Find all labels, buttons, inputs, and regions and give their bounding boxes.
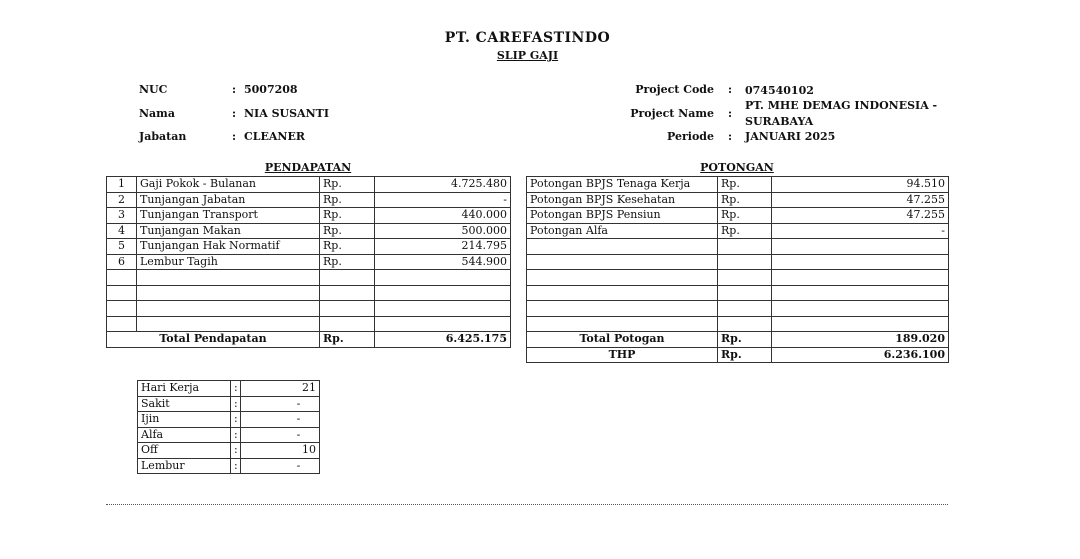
total-row (107, 332, 511, 348)
income-amount: 440.000 (375, 208, 511, 224)
empty-row (527, 316, 949, 332)
attendance-label: Sakit (138, 396, 231, 412)
table-row (527, 192, 949, 208)
nuc-value: 5007208 (244, 83, 298, 96)
nama-label: Nama (139, 107, 175, 120)
table-row (138, 412, 320, 428)
row-number: 6 (107, 254, 137, 270)
table-row (138, 396, 320, 412)
jabatan-sep: : (232, 130, 237, 143)
currency-label: Rp. (320, 177, 375, 193)
income-item: Tunjangan Jabatan (137, 192, 320, 208)
currency-label: Rp. (320, 239, 375, 255)
project-name-label: Project Name (630, 107, 714, 120)
table-row (527, 208, 949, 224)
income-item: Gaji Pokok - Bulanan (137, 177, 320, 193)
project-code-label: Project Code (635, 83, 714, 96)
deduction-amount: 47.255 (772, 192, 949, 208)
income-item: Lembur Tagih (137, 254, 320, 270)
row-number: 4 (107, 223, 137, 239)
total-pendapatan-value: 6.425.175 (375, 332, 511, 348)
empty-row (107, 285, 511, 301)
total-row (527, 332, 949, 348)
currency-label: Rp. (320, 332, 375, 348)
empty-row (527, 285, 949, 301)
table-row (107, 177, 511, 193)
periode-value: JANUARI 2025 (745, 130, 836, 143)
income-item: Tunjangan Hak Normatif (137, 239, 320, 255)
periode-sep: : (728, 130, 733, 143)
currency-label: Rp. (718, 177, 772, 193)
empty-row (107, 301, 511, 317)
nuc-label: NUC (139, 83, 168, 96)
attendance-sep: : (231, 396, 241, 412)
nuc-sep: : (232, 83, 237, 96)
table-row (107, 192, 511, 208)
nama-sep: : (232, 107, 237, 120)
deduction-item: Potongan Alfa (527, 223, 718, 239)
deduction-item: Potongan BPJS Pensiun (527, 208, 718, 224)
empty-row (527, 239, 949, 255)
table-row (138, 443, 320, 459)
project-name-line2: SURABAYA (745, 115, 814, 128)
pendapatan-table (106, 176, 511, 348)
deduction-amount: 47.255 (772, 208, 949, 224)
potongan-table (526, 176, 949, 363)
row-number: 5 (107, 239, 137, 255)
empty-row (527, 254, 949, 270)
attendance-value: - (241, 412, 320, 428)
jabatan-label: Jabatan (139, 130, 187, 143)
currency-label: Rp. (718, 347, 772, 363)
project-name-line1: PT. MHE DEMAG INDONESIA - (745, 99, 938, 112)
attendance-value: 10 (241, 443, 320, 459)
total-potongan-value: 189.020 (772, 332, 949, 348)
currency-label: Rp. (718, 192, 772, 208)
pendapatan-heading: PENDAPATAN (264, 161, 352, 174)
row-number: 1 (107, 177, 137, 193)
deduction-item: Potongan BPJS Tenaga Kerja (527, 177, 718, 193)
table-row (107, 239, 511, 255)
deduction-amount: - (772, 223, 949, 239)
project-code-value: 074540102 (745, 84, 814, 97)
attendance-label: Off (138, 443, 231, 459)
attendance-label: Alfa (138, 427, 231, 443)
income-item: Tunjangan Makan (137, 223, 320, 239)
attendance-label: Hari Kerja (138, 381, 231, 397)
empty-row (107, 316, 511, 332)
attendance-label: Lembur (138, 458, 231, 474)
row-number: 2 (107, 192, 137, 208)
currency-label: Rp. (320, 208, 375, 224)
table-row (138, 427, 320, 443)
table-row (138, 458, 320, 474)
attendance-value: 21 (241, 381, 320, 397)
attendance-value: - (241, 427, 320, 443)
project-name-sep: : (728, 107, 733, 120)
attendance-sep: : (231, 381, 241, 397)
attendance-sep: : (231, 443, 241, 459)
income-amount: - (375, 192, 511, 208)
table-row (107, 208, 511, 224)
table-row (138, 381, 320, 397)
income-amount: 4.725.480 (375, 177, 511, 193)
table-row (107, 254, 511, 270)
project-code-sep: : (728, 83, 733, 96)
table-row (527, 177, 949, 193)
thp-label: THP (527, 347, 718, 363)
empty-row (527, 270, 949, 286)
income-amount: 500.000 (375, 223, 511, 239)
currency-label: Rp. (718, 332, 772, 348)
income-amount: 214.795 (375, 239, 511, 255)
empty-row (107, 270, 511, 286)
attendance-sep: : (231, 412, 241, 428)
attendance-sep: : (231, 427, 241, 443)
table-row (527, 223, 949, 239)
company-name: PT. CAREFASTINDO (444, 30, 611, 46)
total-potongan-label: Total Potogan (527, 332, 718, 348)
deduction-item: Potongan BPJS Kesehatan (527, 192, 718, 208)
income-amount: 544.900 (375, 254, 511, 270)
currency-label: Rp. (718, 208, 772, 224)
deduction-amount: 94.510 (772, 177, 949, 193)
currency-label: Rp. (718, 223, 772, 239)
row-number: 3 (107, 208, 137, 224)
potongan-heading: POTONGAN (700, 161, 774, 174)
empty-row (527, 301, 949, 317)
currency-label: Rp. (320, 192, 375, 208)
dotted-divider (106, 504, 948, 505)
thp-value: 6.236.100 (772, 347, 949, 363)
attendance-table (137, 380, 320, 474)
nama-value: NIA SUSANTI (244, 107, 329, 120)
jabatan-value: CLEANER (244, 130, 305, 143)
attendance-value: - (241, 458, 320, 474)
total-pendapatan-label: Total Pendapatan (107, 332, 320, 348)
attendance-sep: : (231, 458, 241, 474)
currency-label: Rp. (320, 254, 375, 270)
attendance-label: Ijin (138, 412, 231, 428)
income-item: Tunjangan Transport (137, 208, 320, 224)
document-title: SLIP GAJI (496, 49, 559, 62)
thp-row (527, 347, 949, 363)
attendance-value: - (241, 396, 320, 412)
currency-label: Rp. (320, 223, 375, 239)
periode-label: Periode (667, 130, 714, 143)
table-row (107, 223, 511, 239)
